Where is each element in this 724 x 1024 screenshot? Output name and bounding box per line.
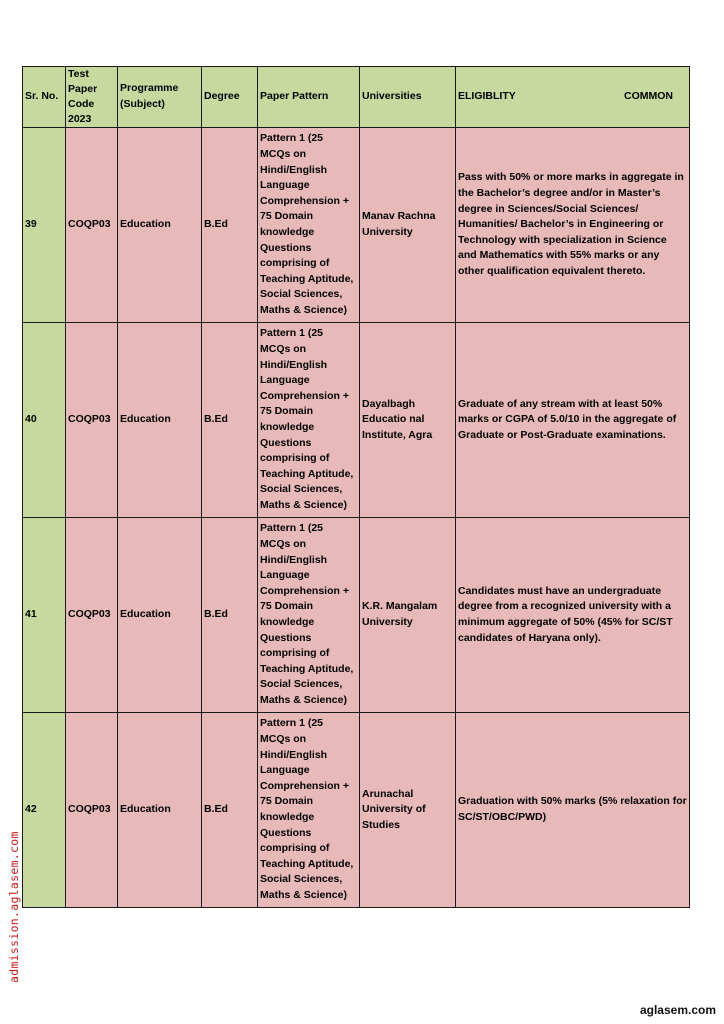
- header-eligibility-label: ELIGIBLITY: [458, 90, 516, 103]
- cell-eligibility: Candidates must have an undergraduate degree from a recognized university with a minimum aggregate of 50% (45% for SC/ST candidates of Haryana only).: [456, 518, 690, 713]
- header-universities: Universities: [360, 67, 456, 128]
- cell-paper-pattern: [258, 128, 360, 323]
- cell-paper-code: COQP03: [66, 128, 118, 323]
- header-programme-text: Programme (Subject): [120, 82, 179, 110]
- cell-degree: B.Ed: [202, 128, 258, 323]
- cell-eligibility: Pass with 50% or more marks in aggregate in the Bachelor’s degree and/or in Master’s degree in Sciences/Social Sciences/ Humanities/ Bachelor’s in Engineering or Technology with specialization in Science and Mathematics with 55% marks or any other qualification equivalent thereto.: [456, 128, 690, 323]
- cell-degree: B.Ed: [202, 713, 258, 908]
- table-header-row: [23, 67, 690, 128]
- footer-site-label: aglasem.com: [639, 1003, 716, 1017]
- cell-paper-code: COQP03: [66, 323, 118, 518]
- cell-paper-pattern: [258, 518, 360, 713]
- header-test-paper-code-text: Test Paper Code 2023: [68, 68, 98, 125]
- cell-university: K.R. Mangalam University: [360, 518, 456, 713]
- cell-programme: Education: [118, 518, 202, 713]
- eligibility-table: [22, 66, 690, 908]
- cell-university: Arunachal University of Studies: [360, 713, 456, 908]
- cell-university: Dayalbagh Educatio nal Institute, Agra: [360, 323, 456, 518]
- cell-university: Manav Rachna University: [360, 128, 456, 323]
- cell-programme: Education: [118, 323, 202, 518]
- header-paper-pattern: Paper Pattern: [258, 67, 360, 128]
- paper-pattern-text: Pattern 1 (25 MCQs on Hindi/English Language Comprehension + 75 Domain knowledge Questions comprising of Teaching Aptitude, Social Sciences, Maths & Science): [260, 717, 354, 901]
- cell-eligibility: Graduation with 50% marks (5% relaxation for SC/ST/OBC/PWD): [456, 713, 690, 908]
- cell-sr-no: 41: [23, 518, 66, 713]
- cell-sr-no: 40: [23, 323, 66, 518]
- header-degree: Degree: [202, 67, 258, 128]
- cell-sr-no: 39: [23, 128, 66, 323]
- header-sr-no: Sr. No.: [23, 67, 66, 128]
- paper-pattern-text: Pattern 1 (25 MCQs on Hindi/English Language Comprehension + 75 Domain knowledge Questions comprising of Teaching Aptitude, Social Sciences, Maths & Science): [260, 327, 354, 511]
- paper-pattern-text: Pattern 1 (25 MCQs on Hindi/English Language Comprehension + 75 Domain knowledge Questions comprising of Teaching Aptitude, Social Sciences, Maths & Science): [260, 522, 354, 706]
- cell-degree: B.Ed: [202, 518, 258, 713]
- cell-degree: B.Ed: [202, 323, 258, 518]
- watermark-text: admission.aglasem.com: [7, 831, 21, 983]
- eligibility-header-wrap: [458, 89, 687, 105]
- paper-pattern-text: Pattern 1 (25 MCQs on Hindi/English Language Comprehension + 75 Domain knowledge Questions comprising of Teaching Aptitude, Social Sciences, Maths & Science): [260, 132, 354, 316]
- cell-eligibility: Graduate of any stream with at least 50% marks or CGPA of 5.0/10 in the aggregate of Graduate or Post-Graduate examinations.: [456, 323, 690, 518]
- cell-paper-code: COQP03: [66, 713, 118, 908]
- table-row: [23, 128, 690, 323]
- cell-programme: Education: [118, 713, 202, 908]
- header-programme: [118, 67, 202, 128]
- header-eligibility: [456, 67, 690, 128]
- header-test-paper-code: [66, 67, 118, 128]
- cell-programme: Education: [118, 128, 202, 323]
- cell-sr-no: 42: [23, 713, 66, 908]
- cell-paper-pattern: [258, 713, 360, 908]
- header-common-label: COMMON: [624, 90, 673, 103]
- cell-paper-code: COQP03: [66, 518, 118, 713]
- table-row: [23, 713, 690, 908]
- table-row: [23, 518, 690, 713]
- table-row: [23, 323, 690, 518]
- cell-paper-pattern: [258, 323, 360, 518]
